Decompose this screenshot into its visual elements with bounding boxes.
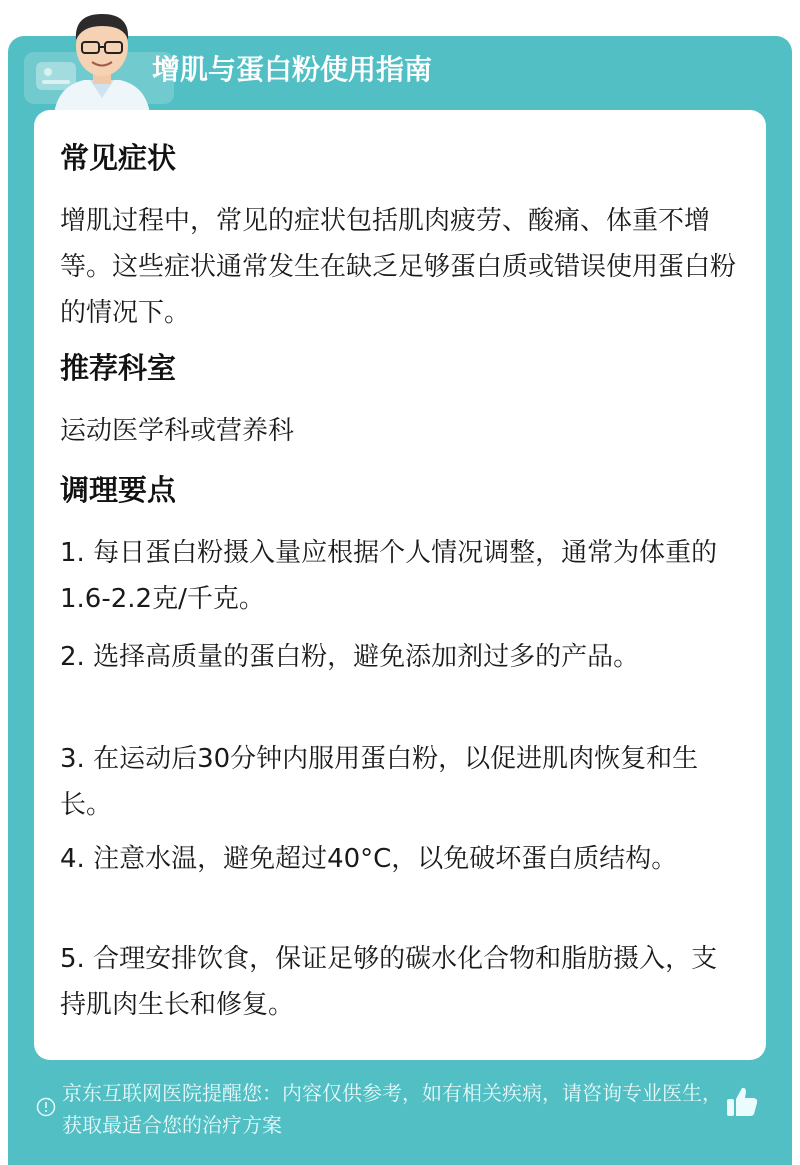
content-card [34, 110, 766, 1060]
tip-item: 1. 每日蛋白粉摄入量应根据个人情况调整，通常为体重的1.6-2.2克/千克。 [60, 538, 718, 614]
tip-item: 3. 在运动后30分钟内服用蛋白粉，以促进肌肉恢复和生长。 [60, 744, 699, 820]
doctor-avatar [44, 6, 160, 114]
department-heading: 推荐科室 [60, 351, 177, 385]
tip-item: 4. 注意水温，避免超过40°C，以免破坏蛋白质结构。 [60, 844, 678, 874]
thumbs-up-icon[interactable] [724, 1084, 760, 1120]
disclaimer-text: 京东互联网医院提醒您：内容仅供参考，如有相关疾病，请咨询专业医生，获取最适合您的治疗方案 [62, 1081, 722, 1137]
symptoms-text: 增肌过程中，常见的症状包括肌肉疲劳、酸痛、体重不增等。这些症状通常发生在缺乏足够蛋白质或错误使用蛋白粉的情况下。 [60, 206, 737, 328]
tip-item: 2. 选择高质量的蛋白粉，避免添加剂过多的产品。 [60, 642, 640, 672]
symptoms-heading: 常见症状 [60, 141, 177, 175]
page-title: 增肌与蛋白粉使用指南 [152, 53, 433, 86]
department-text: 运动医学科或营养科 [60, 416, 295, 446]
info-icon [36, 1097, 56, 1117]
tip-item: 5. 合理安排饮食，保证足够的碳水化合物和脂肪摄入，支持肌肉生长和修复。 [60, 944, 718, 1020]
tips-heading: 调理要点 [60, 473, 177, 507]
